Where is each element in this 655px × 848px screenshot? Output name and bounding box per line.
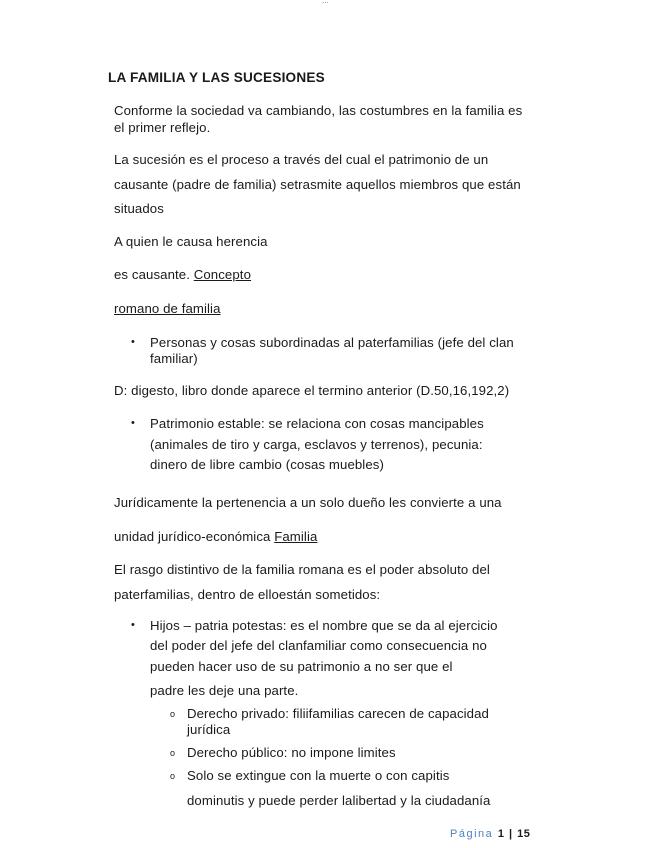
bullet-marker: • xyxy=(131,417,135,429)
paragraph-line: el primer reflejo. xyxy=(114,120,211,135)
footer-page-label: Página xyxy=(450,828,494,840)
bullet-line: familiar) xyxy=(150,351,198,366)
page-footer xyxy=(450,828,530,840)
paragraph-line: D: digesto, libro donde aparece el termino anterior (D.50,16,192,2) xyxy=(114,383,510,398)
heading-concepto: Concepto xyxy=(193,267,252,282)
bullet-line: Patrimonio estable: se relaciona con cosas mancipables xyxy=(150,416,484,431)
footer-page-total: 15 xyxy=(517,828,531,840)
paragraph-text: unidad jurídico-económica xyxy=(114,529,275,544)
bullet-line: del poder del jefe del clanfamiliar como consecuencia no xyxy=(150,638,487,653)
sub-bullet-line: jurídica xyxy=(187,722,231,737)
bullet-line: dinero de libre cambio (cosas muebles) xyxy=(150,457,384,472)
paragraph-line: A quien le causa herencia xyxy=(114,234,268,249)
bullet-line: (animales de tiro y carga, esclavos y terrenos), pecunia: xyxy=(150,437,483,452)
footer-page-number: 1 xyxy=(497,828,505,840)
paragraph-line: El rasgo distintivo de la familia romana es el poder absoluto del xyxy=(114,562,490,577)
document-title: LA FAMILIA Y LAS SUCESIONES xyxy=(108,70,325,85)
paragraph-line: Jurídicamente la pertenencia a un solo dueño les convierte a una xyxy=(114,495,502,510)
bullet-line: pueden hacer uso de su patrimonio a no ser que el xyxy=(150,659,453,674)
bullet-line: Hijos – patria potestas: es el nombre que se da al ejercicio xyxy=(150,618,498,633)
paragraph-text: es causante. xyxy=(114,267,194,282)
bullet-marker: • xyxy=(131,336,135,348)
sub-bullet-line: dominutis y puede perder lalibertad y la ciudadanía xyxy=(187,793,491,808)
header-mark: ... xyxy=(322,0,329,5)
paragraph-line: paterfamilias, dentro de elloestán sometidos: xyxy=(114,587,381,602)
paragraph-line xyxy=(114,266,251,283)
sub-bullet-marker: o xyxy=(170,771,176,781)
bullet-line: Personas y cosas subordinadas al paterfamilias (jefe del clan xyxy=(150,335,514,350)
paragraph-line: situados xyxy=(114,201,164,216)
paragraph-line: Conforme la sociedad va cambiando, las costumbres en la familia es xyxy=(114,103,523,118)
heading-familia: Familia xyxy=(274,529,318,544)
sub-bullet-marker: o xyxy=(170,748,176,758)
paragraph-line xyxy=(114,528,317,545)
bullet-line: padre les deje una parte. xyxy=(150,683,299,698)
sub-bullet-marker: o xyxy=(170,709,176,719)
heading-romano-de-familia: romano de familia xyxy=(114,301,221,316)
paragraph-line: causante (padre de familia) setrasmite aquellos miembros que están xyxy=(114,177,521,192)
sub-bullet-line: Derecho privado: filiifamilias carecen de capacidad xyxy=(187,706,489,721)
paragraph-line: La sucesión es el proceso a través del cual el patrimonio de un xyxy=(114,152,489,167)
bullet-marker: • xyxy=(131,619,135,631)
sub-bullet-line: Derecho público: no impone limites xyxy=(187,745,396,760)
sub-bullet-line: Solo se extingue con la muerte o con capitis xyxy=(187,768,450,783)
footer-separator: | xyxy=(509,828,513,840)
